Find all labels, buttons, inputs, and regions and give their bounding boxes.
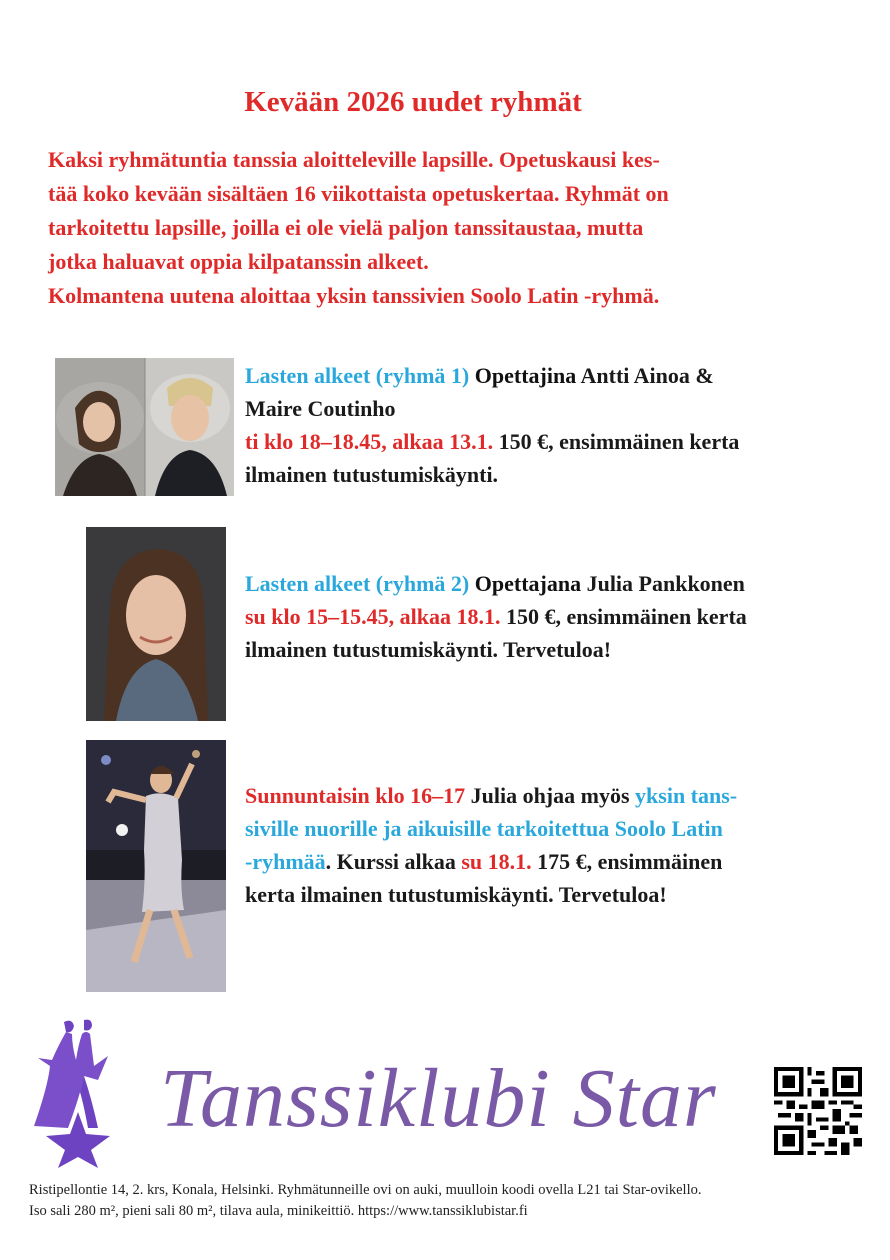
dancer-photo-group3: [86, 740, 226, 992]
page-title: Kevään 2026 uudet ryhmät: [244, 86, 582, 118]
group1-name: Lasten alkeet (ryhmä 1): [245, 363, 470, 388]
group3-date: su 18.1.: [461, 849, 532, 874]
teachers-photo-group1: [55, 358, 234, 496]
group2-price: 150 €, ensimmäinen kerta: [506, 604, 747, 629]
group2-description: [245, 567, 860, 666]
group2-name: Lasten alkeet (ryhmä 2): [245, 571, 470, 596]
group1-teachers: Antti Ainoa &: [580, 363, 714, 388]
group1-schedule: ti klo 18–18.45, alkaa 13.1.: [245, 429, 494, 454]
group2-schedule: su klo 15–15.45, alkaa 18.1.: [245, 604, 501, 629]
group1-price: 150 €, ensimmäinen kerta: [498, 429, 740, 454]
intro-line: tarkoitettu lapsille, joilla ei ole vielä paljon tanssitaustaa, mutta: [48, 215, 644, 240]
footer-facilities: Iso sali 280 m², pieni sali 80 m², tilava aula, minikeittiö. https://www.tanssiklubistar.fi: [29, 1203, 528, 1219]
group2-note: ilmainen tutustumiskäynti. Tervetuloa!: [245, 637, 612, 662]
group3-course-start-text: . Kurssi alkaa: [325, 849, 456, 874]
group3-when: Sunnuntaisin klo 16–17: [245, 783, 466, 808]
teacher-photo-group2: [86, 527, 226, 721]
footer-info: [29, 1180, 869, 1222]
intro-line: jotka haluavat oppia kilpatanssin alkeet.: [48, 249, 429, 274]
dancing-couple-logo-icon: [28, 1016, 128, 1168]
group1-description: [245, 359, 860, 491]
intro-line: tää koko kevään sisältäen 16 viikottaista opetuskertaa. Ryhmät on: [48, 181, 669, 206]
brand-name: Tanssiklubi Star: [160, 1052, 717, 1145]
group1-teachers-label: Opettajina: [474, 363, 577, 388]
intro-text: [48, 143, 848, 313]
group3-description: [245, 779, 860, 911]
group3-text-first: ensimmäinen: [597, 849, 723, 874]
group3-note: kerta ilmainen tutustumiskäynti. Tervetuloa!: [245, 882, 667, 907]
intro-line: Kolmantena uutena aloittaa yksin tanssivien Soolo Latin -ryhmä.: [48, 283, 660, 308]
group1-teachers-cont: Maire Coutinho: [245, 396, 396, 421]
group3-price: 175 €,: [537, 849, 593, 874]
group2-teacher-label: Opettajana: [474, 571, 582, 596]
group3-highlight-cont: siville nuorille ja aikuisille tarkoitettua Soolo Latin: [245, 816, 723, 841]
group1-note: ilmainen tutustumiskäynti.: [245, 462, 499, 487]
footer-address: Ristipellontie 14, 2. krs, Konala, Helsinki. Ryhmätunneille ovi on auki, muulloin koodi ovella L21 tai Star-ovikello.: [29, 1182, 702, 1198]
group3-highlight-end: -ryhmää: [245, 849, 326, 874]
group2-teacher: Julia Pankkonen: [586, 571, 745, 596]
group3-text: Julia ohjaa myös: [470, 783, 630, 808]
qr-code-icon: [774, 1067, 862, 1155]
intro-line: Kaksi ryhmätuntia tanssia aloitteleville lapsille. Opetuskausi kes-: [48, 147, 660, 172]
group3-highlight: yksin tans-: [635, 783, 738, 808]
